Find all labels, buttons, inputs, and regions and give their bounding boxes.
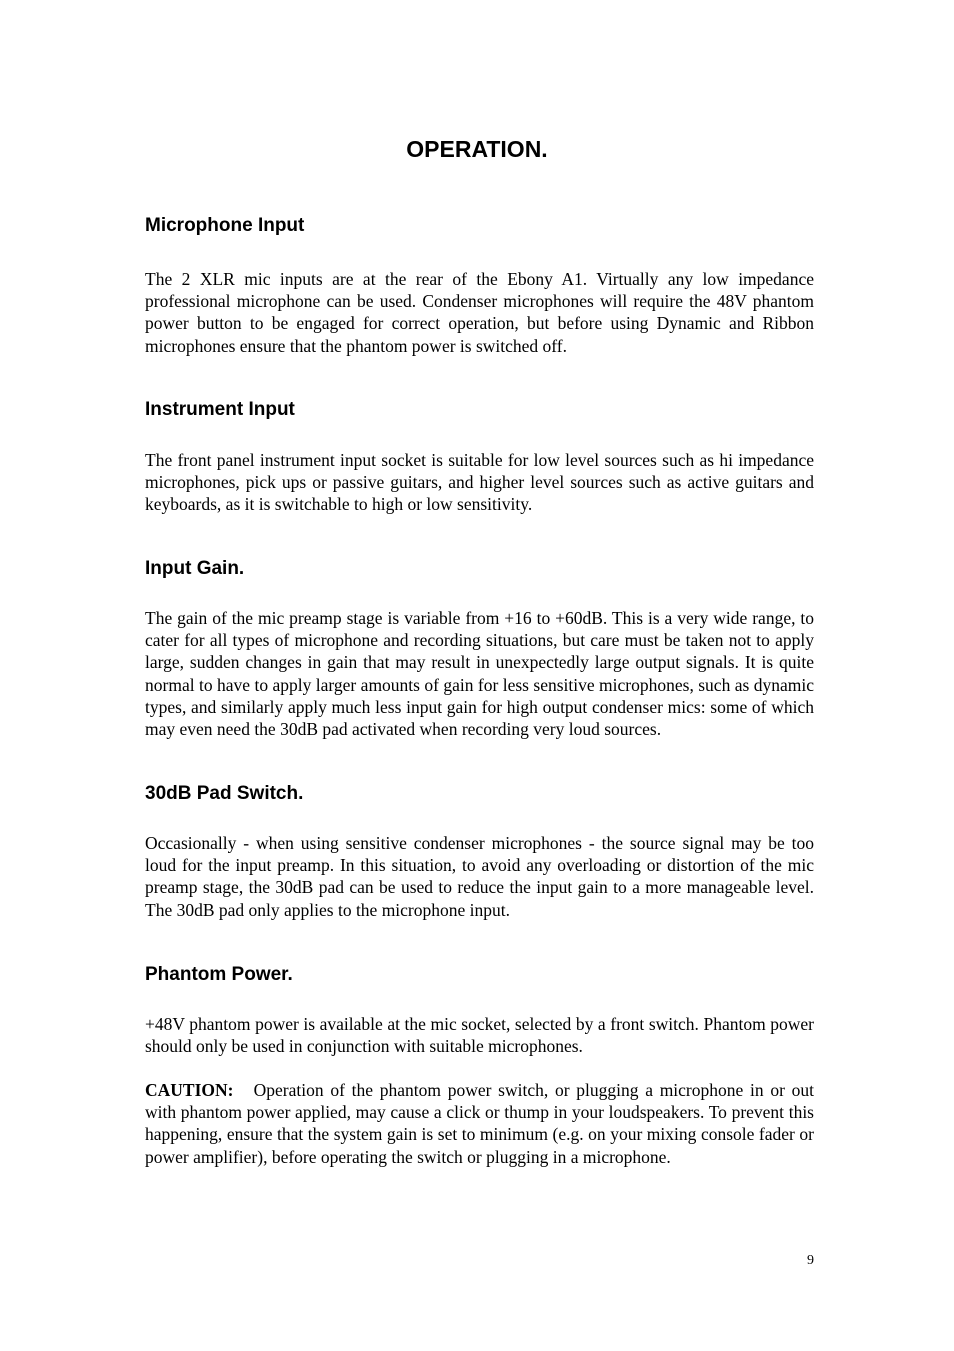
caution-paragraph — [145, 1079, 814, 1168]
heading-pad-switch: 30dB Pad Switch. — [145, 783, 304, 804]
heading-phantom-power: Phantom Power. — [145, 964, 293, 985]
heading-instrument-input: Instrument Input — [145, 399, 295, 420]
paragraph-phantom-power: +48V phantom power is available at the mic socket, selected by a front switch. Phantom power should only be used in conjunction with suitable microphones. — [145, 1014, 814, 1057]
paragraph-instrument-input: The front panel instrument input socket is suitable for low level sources such as hi impedance microphones, pick ups or passive guitars, and higher level sources such as active guitars and keyboards, as it is switchable to high or low sensitivity. — [145, 450, 814, 515]
heading-input-gain: Input Gain. — [145, 558, 245, 579]
heading-microphone-input: Microphone Input — [145, 215, 305, 236]
paragraph-input-gain: The gain of the mic preamp stage is variable from +16 to +60dB. This is a very wide range, to cater for all types of microphone and recording situations, but care must be taken not to apply large, sudden changes in gain that may result in unexpectedly large output signals. It is quite normal to have to apply larger amounts of gain for less sensitive microphones, such as dynamic types, and similarly apply much less input gain for high output condenser mics: some of which may even need the 30dB pad activated when recording very loud sources. — [145, 608, 814, 740]
page-title: OPERATION. — [406, 136, 548, 162]
paragraph-microphone-input: The 2 XLR mic inputs are at the rear of the Ebony A1. Virtually any low impedance professional microphone can be used. Condenser microphones will require the 48V phantom power button to be engaged for correct operation, but before using Dynamic and Ribbon microphones ensure that the phantom power is switched off. — [145, 269, 814, 356]
page-number: 9 — [807, 1253, 814, 1268]
paragraph-pad-switch: Occasionally - when using sensitive condenser microphones - the source signal may be too loud for the input preamp. In this situation, to avoid any overloading or distortion of the mic preamp stage, the 30dB pad can be used to reduce the input gain to a more manageable level. The 30dB pad only applies to the microphone input. — [145, 833, 814, 920]
caution-label: CAUTION: — [145, 1080, 234, 1100]
caution-text: Operation of the phantom power switch, or plugging a microphone in or out with phantom power applied, may cause a click or thump in your loudspeakers. To prevent this happening, ensure that the system gain is set to minimum (e.g. on your mixing console fader or power amplifier), before operating the switch or plugging in a microphone. — [145, 1080, 814, 1167]
